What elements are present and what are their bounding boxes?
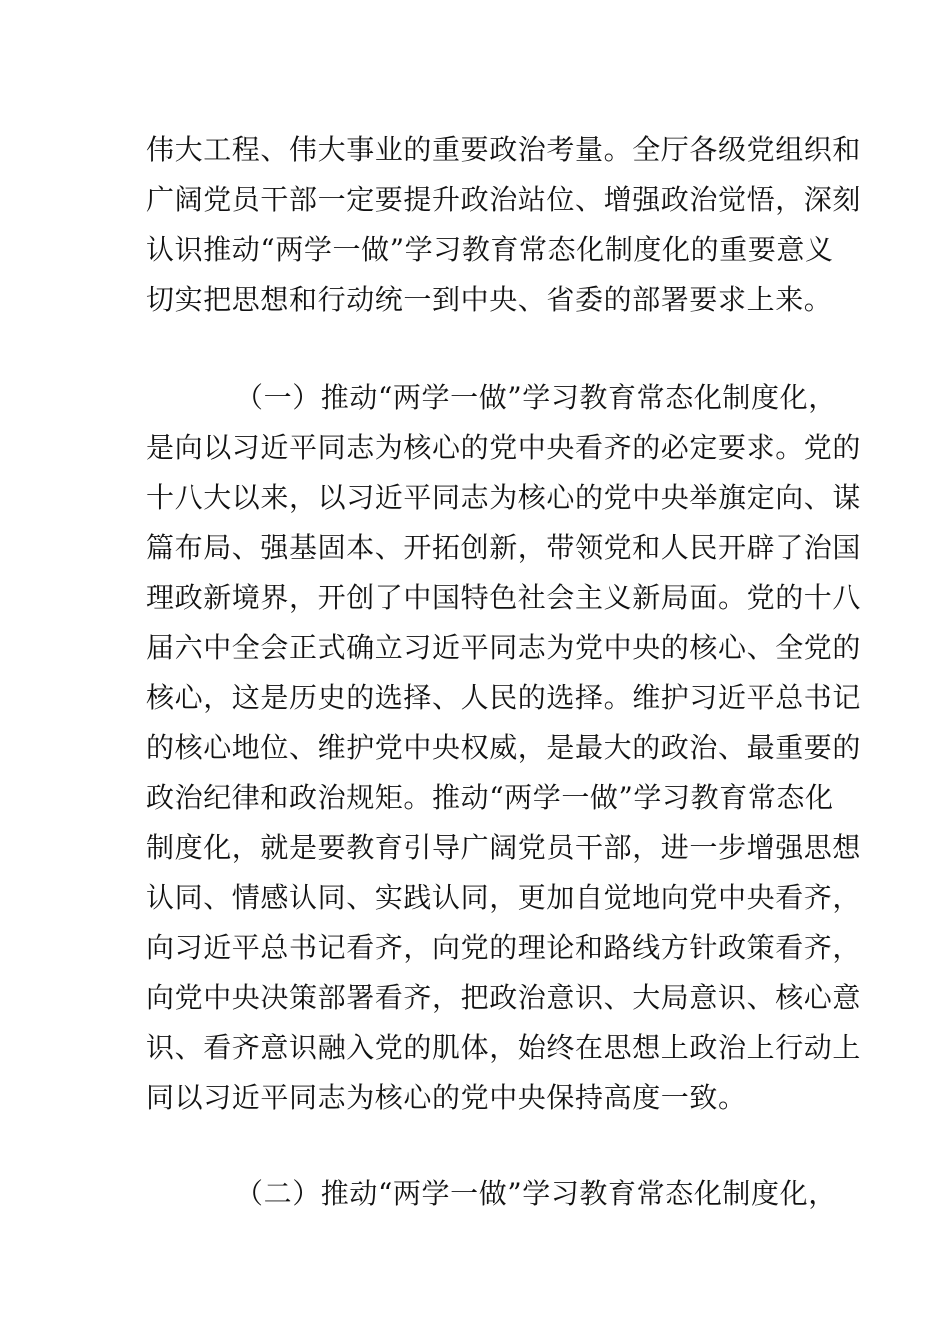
text-line: 理政新境界，开创了中国特色社会主义新局面。党的十八 [146,581,862,614]
text-line: 向习近平总书记看齐，向党的理论和路线方针政策看齐， [146,931,862,964]
text-line: 制度化，就是要教育引导广阔党员干部，进一步增强思想 [146,831,862,864]
text-line: 届六中全会正式确立习近平同志为党中央的核心、全党的 [146,631,862,664]
text-line: 认识推动“两学一做”学习教育常态化制度化的重要意义 [146,233,834,266]
text-line: 政治纪律和政治规矩。推动“两学一做”学习教育常态化 [146,781,834,814]
text-line: 的核心地位、维护党中央权威，是最大的政治、最重要的 [146,731,862,764]
section-heading-2: （二）推动“两学一做”学习教育常态化制度化， [235,1177,837,1210]
text-line: 向党中央决策部署看齐，把政治意识、大局意识、核心意 [146,981,862,1014]
text-line: 十八大以来，以习近平同志为核心的党中央举旗定向、谋 [146,481,862,514]
text-line: 认同、情感认同、实践认同，更加自觉地向党中央看齐， [146,881,862,914]
text-line: 切实把思想和行动统一到中央、省委的部署要求上来。 [146,283,833,316]
section-heading-1: （一）推动“两学一做”学习教育常态化制度化， [235,381,837,414]
text-line: 是向以习近平同志为核心的党中央看齐的必定要求。党的 [146,431,862,464]
text-line: 同以习近平同志为核心的党中央保持高度一致。 [146,1081,747,1114]
text-line: 识、看齐意识融入党的肌体，始终在思想上政治上行动上 [146,1031,862,1064]
text-line: 篇布局、强基固本、开拓创新，带领党和人民开辟了治国 [146,531,862,564]
text-line: 伟大工程、伟大事业的重要政治考量。全厅各级党组织和 [146,133,862,166]
text-line: 核心，这是历史的选择、人民的选择。维护习近平总书记 [146,681,862,714]
text-line: 广阔党员干部一定要提升政治站位、增强政治觉悟，深刻 [146,183,862,216]
